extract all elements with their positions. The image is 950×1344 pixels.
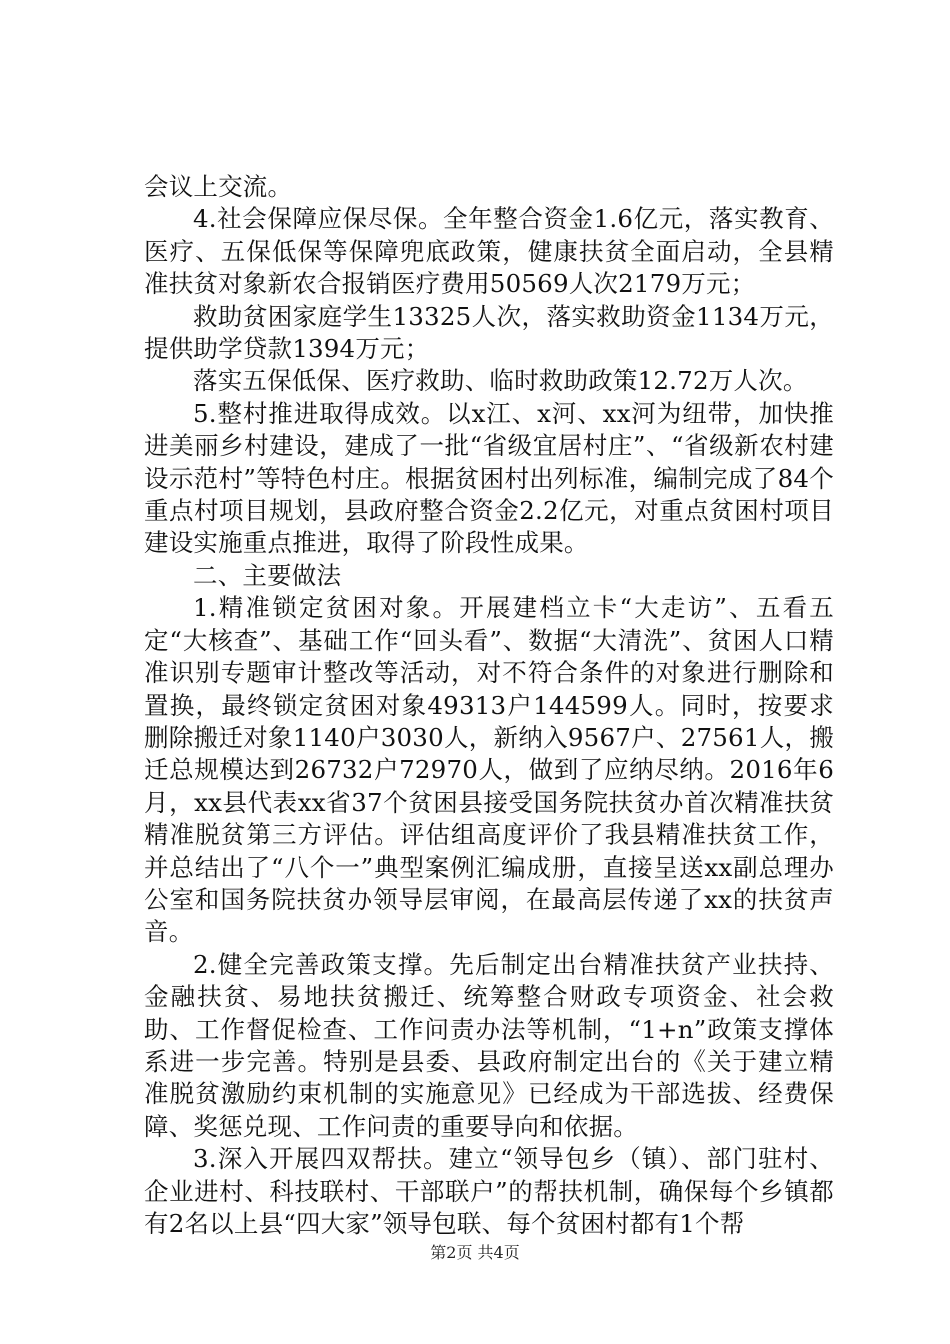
paragraph: 2.健全完善政策支撑。先后制定出台精准扶贫产业扶持、金融扶贫、易地扶贫搬迁、统筹整合财政专项资金、社会救助、工作督促检查、工作问责办法等机制，“1+n”政策支撑体系进一步完善。特别是县委、县政府制定出台的《关于建立精准脱贫激励约束机制的实施意见》已经成为干部选拔、经费保障、奖惩兑现、工作问责的重要导向和依据。 [144, 949, 834, 1141]
page-footer: 第2页 共4页 [430, 1243, 520, 1262]
paragraph: 救助贫困家庭学生13325人次，落实救助资金1134万元，提供助学贷款1394万元； [144, 301, 834, 364]
paragraph: 二、主要做法 [193, 560, 342, 590]
paragraph: 5.整村推进取得成效。以x江、x河、xx河为纽带，加快推进美丽乡村建设，建成了一批“省级宜居村庄”、“省级新农村建设示范村”等特色村庄。根据贫困村出列标准，编制完成了84个重点村项目规划，县政府整合资金2.2亿元，对重点贫困村项目建设实施重点推进，取得了阶段性成果。 [144, 398, 834, 558]
paragraph: 1.精准锁定贫困对象。开展建档立卡“大走访”、五看五定“大核查”、基础工作“回头看”、数据“大清洗”、贫困人口精准识别专题审计整改等活动，对不符合条件的对象进行删除和置换，最终锁定贫困对象49313户144599人。同时，按要求删除搬迁对象1140户3030人，新纳入9567户、27561人，搬迁总规模达到26732户72970人，做到了应纳尽纳。2016年6月，xx县代表xx省37个贫困县接受国务院扶贫办首次精准扶贫精准脱贫第三方评估。评估组高度评价了我县精准扶贫工作，并总结出了“八个一”典型案例汇编成册，直接呈送xx副总理办公室和国务院扶贫办领导层审阅，在最高层传递了xx的扶贫声音。 [144, 593, 834, 947]
paragraph: 会议上交流。 [144, 172, 293, 201]
paragraph: 4.社会保障应保尽保。全年整合资金1.6亿元，落实教育、医疗、五保低保等保障兜底政策，健康扶贫全面启动，全县精准扶贫对象新农合报销医疗费用50569人次2179万元； [144, 204, 834, 299]
paragraph: 落实五保低保、医疗救助、临时救助政策12.72万人次。 [193, 366, 808, 396]
paragraph: 3.深入开展四双帮扶。建立“领导包乡（镇）、部门驻村、企业进村、科技联村、干部联户”的帮扶机制，确保每个乡镇都有2名以上县“四大家”领导包联、每个贫困村都有1个帮 [144, 1144, 834, 1238]
document-body [144, 171, 834, 1240]
